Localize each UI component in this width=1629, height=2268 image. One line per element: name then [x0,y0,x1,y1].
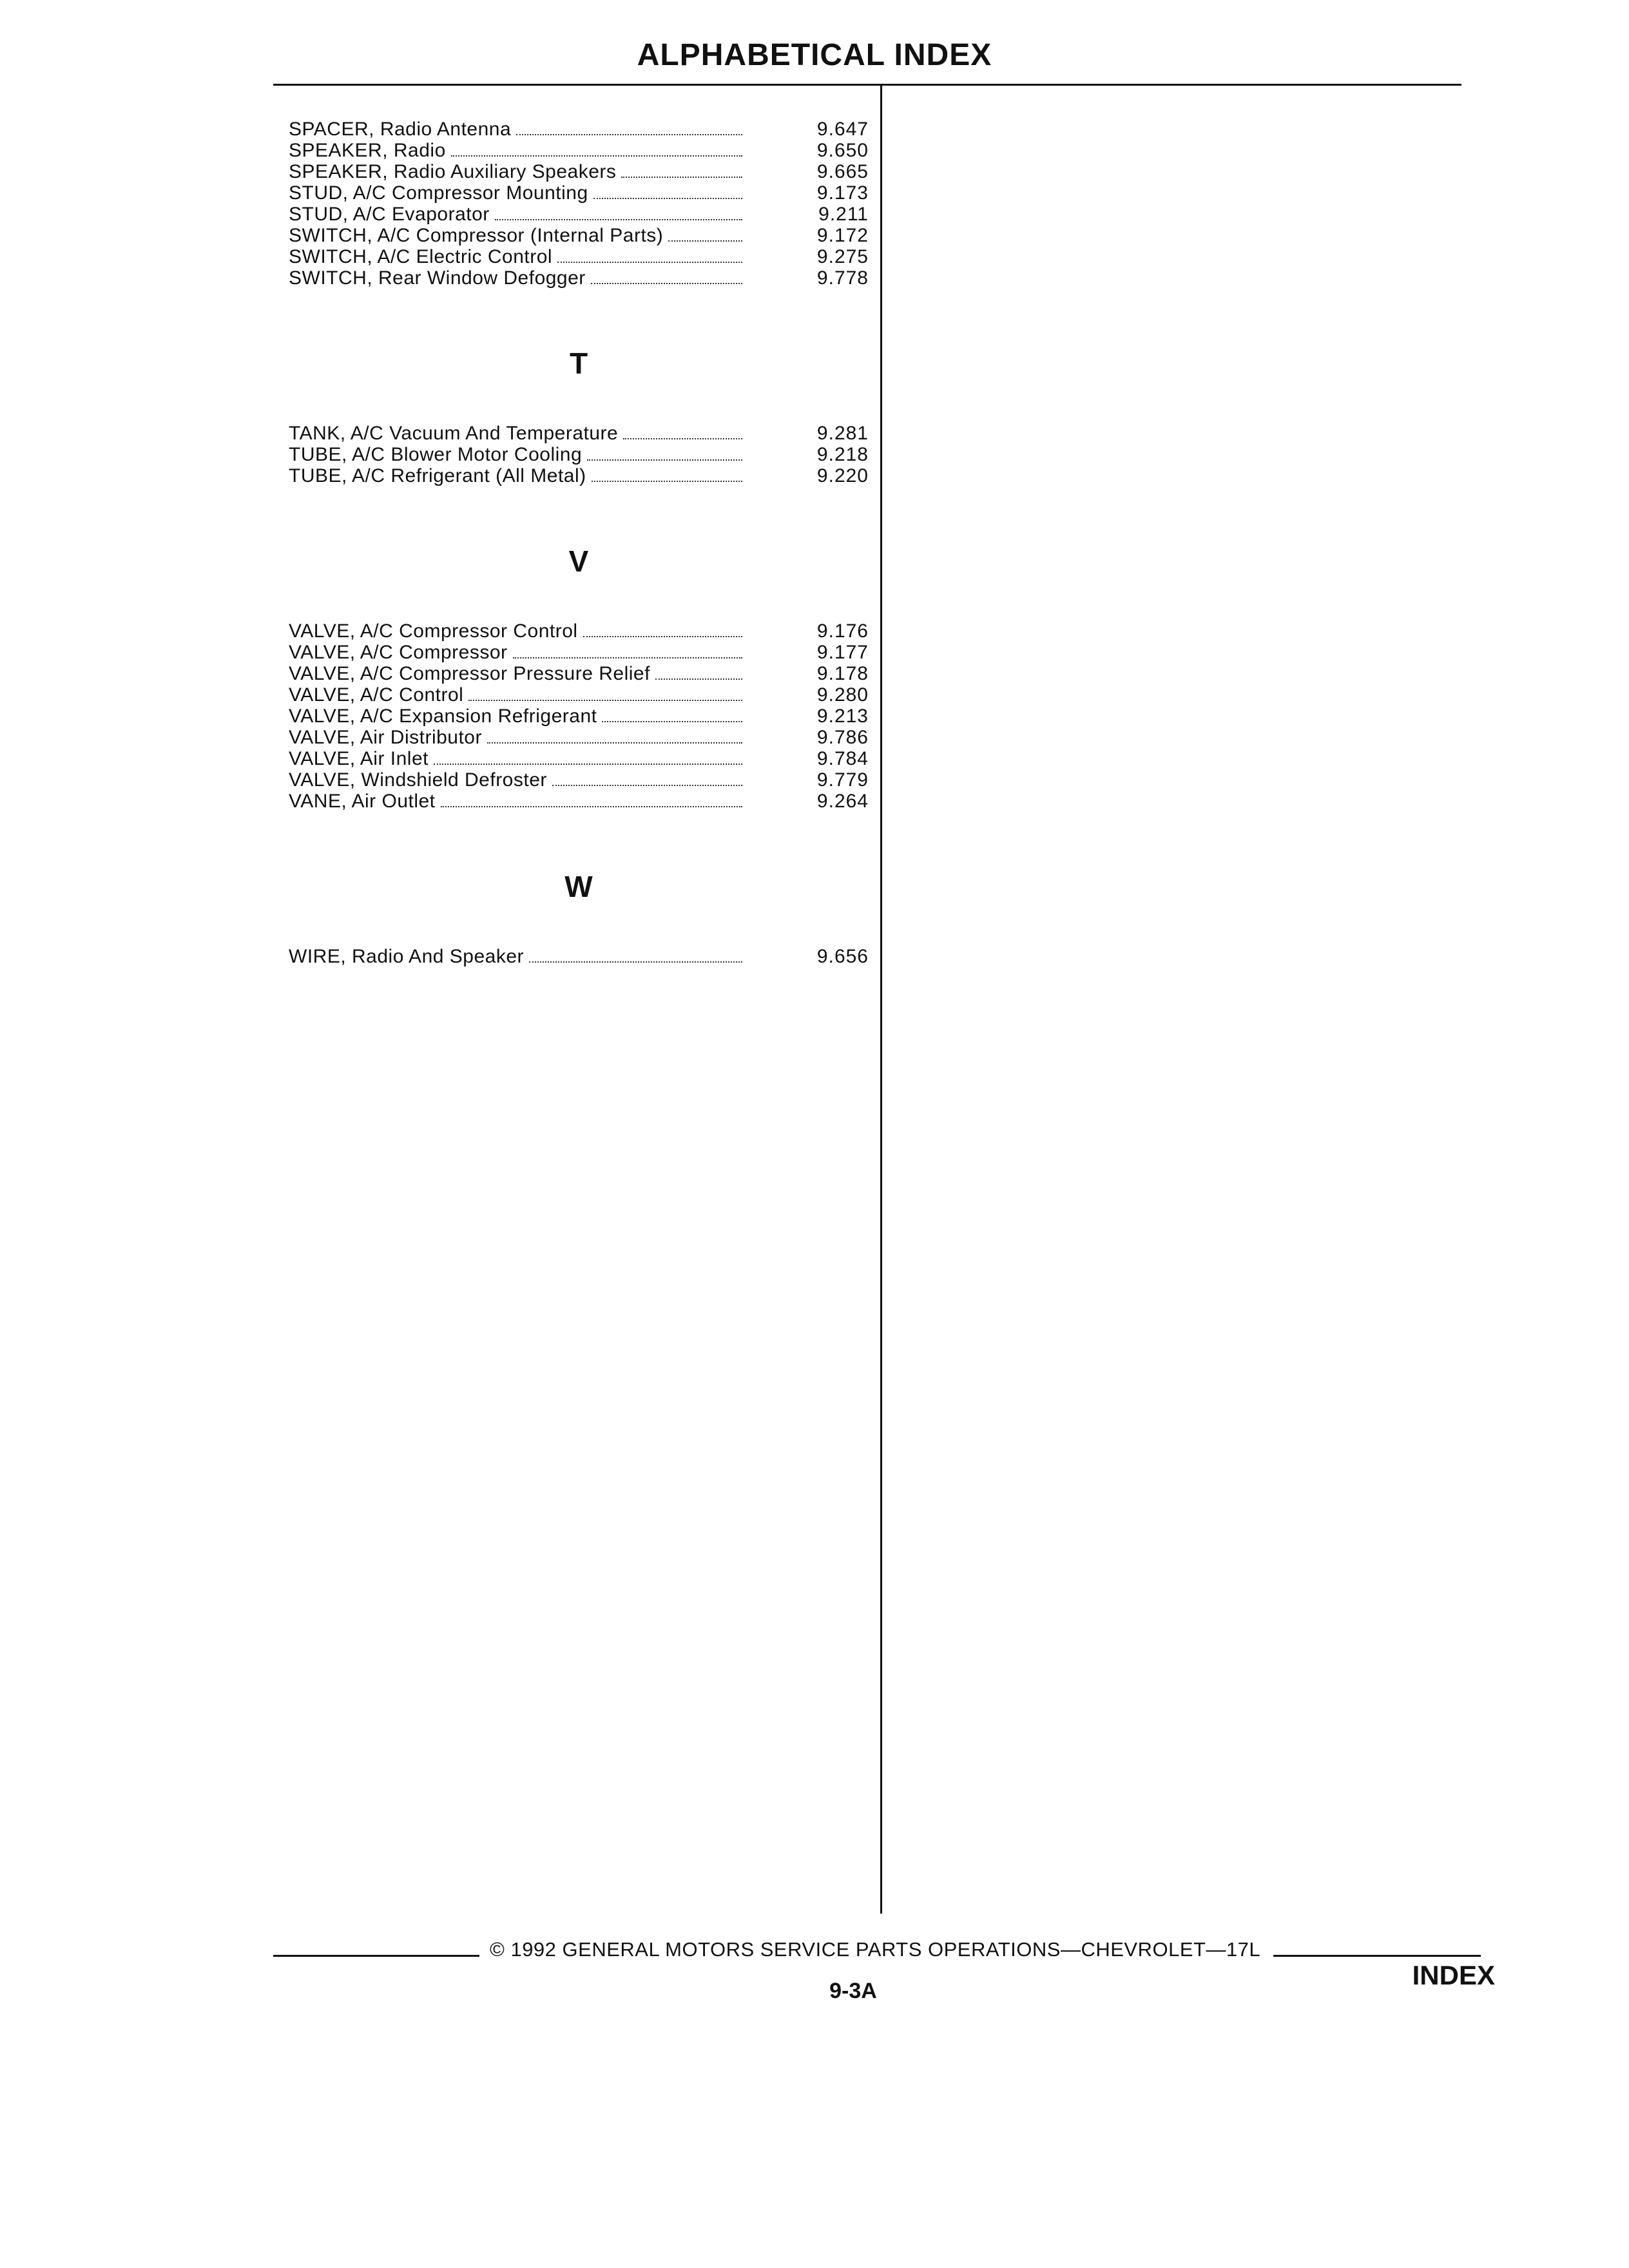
index-entry [289,225,869,246]
index-entry [289,748,869,769]
dot-leader [592,481,742,482]
footer-rule-left [273,1955,479,1957]
section-label: INDEX [1412,1960,1495,1990]
entry-ref: 9.665 [816,161,869,182]
dot-leader [513,657,742,658]
index-entry [289,465,869,486]
index-entry [289,769,869,791]
entry-ref: 9.218 [816,444,869,465]
index-entry [289,119,869,140]
index-section-v [289,620,869,812]
section-letter-w: W [564,870,593,903]
index-entry [289,727,869,748]
entry-name: SPEAKER, Radio [289,140,446,161]
dot-leader [552,785,742,786]
dot-leader [602,721,742,722]
entry-name: SPEAKER, Radio Auxiliary Speakers [289,161,617,182]
entry-ref: 9.656 [816,946,869,967]
entry-ref: 9.213 [816,706,869,727]
section-letter-t: T [569,347,588,380]
entry-ref: 9.264 [816,791,869,812]
entry-ref: 9.281 [816,423,869,444]
dot-leader [655,678,742,680]
entry-ref: 9.177 [816,642,869,663]
index-entry [289,140,869,161]
entry-name: TUBE, A/C Blower Motor Cooling [289,444,583,465]
column-divider [880,85,882,1914]
entry-ref: 9.784 [816,748,869,769]
dot-leader [593,198,742,199]
entry-ref: 9.650 [816,140,869,161]
entry-ref: 9.172 [816,225,869,246]
entry-name: STUD, A/C Evaporator [289,204,490,225]
dot-leader [441,806,742,807]
entry-name: STUD, A/C Compressor Mounting [289,182,588,204]
entry-name: VALVE, A/C Expansion Refrigerant [289,706,597,727]
title-divider [273,84,1461,86]
dot-leader [668,240,742,242]
entry-name: VALVE, A/C Compressor Control [289,620,578,642]
dot-leader [451,155,742,157]
page-number: 9-3A [829,1979,877,2003]
entry-name: VANE, Air Outlet [289,791,436,812]
index-section-s [289,119,869,289]
dot-leader [434,764,742,765]
dot-leader [591,283,742,284]
dot-leader [529,961,742,963]
page-title: ALPHABETICAL INDEX [637,38,992,72]
entry-name: VALVE, A/C Compressor Pressure Relief [289,663,650,684]
dot-leader [621,177,742,178]
dot-leader [623,438,742,439]
entry-ref: 9.779 [816,769,869,791]
entry-name: SWITCH, A/C Compressor (Internal Parts) [289,225,664,246]
entry-ref: 9.280 [816,684,869,706]
index-entry [289,246,869,267]
entry-ref: 9.778 [816,267,869,289]
dot-leader [487,742,742,744]
entry-ref: 9.275 [816,246,869,267]
entry-name: SWITCH, Rear Window Defogger [289,267,586,289]
entry-name: VALVE, Windshield Defroster [289,769,547,791]
entry-ref: 9.786 [816,727,869,748]
entry-name: VALVE, A/C Compressor [289,642,508,663]
entry-name: SWITCH, A/C Electric Control [289,246,553,267]
index-entry [289,161,869,182]
dot-leader [468,700,742,701]
dot-leader [495,219,742,220]
entry-name: SPACER, Radio Antenna [289,119,512,140]
index-entry [289,791,869,812]
index-entry [289,946,869,967]
entry-ref: 9.647 [816,119,869,140]
entry-ref: 9.178 [816,663,869,684]
index-entry [289,182,869,204]
section-letter-v: V [568,544,589,578]
dot-leader [557,262,742,263]
index-entry [289,204,869,225]
entry-name: TANK, A/C Vacuum And Temperature [289,423,619,444]
footer-rule-right [1273,1955,1481,1957]
index-section-t [289,423,869,486]
index-entry [289,444,869,465]
index-entry [289,423,869,444]
entry-name: VALVE, Air Inlet [289,748,429,769]
footer-copyright: © 1992 GENERAL MOTORS SERVICE PARTS OPERATIONS—CHEVROLET—17L [490,1938,1261,1961]
index-section-w [289,946,869,967]
dot-leader [587,459,742,461]
index-entry [289,642,869,663]
entry-name: VALVE, Air Distributor [289,727,482,748]
index-entry [289,663,869,684]
dot-leader [516,134,742,135]
index-column [289,119,869,967]
index-entry [289,706,869,727]
entry-ref: 9.173 [816,182,869,204]
dot-leader [583,636,742,637]
entry-ref: 9.211 [818,204,869,225]
entry-name: WIRE, Radio And Speaker [289,946,525,967]
entry-name: VALVE, A/C Control [289,684,464,706]
index-entry [289,267,869,289]
index-entry [289,684,869,706]
entry-name: TUBE, A/C Refrigerant (All Metal) [289,465,586,486]
entry-ref: 9.176 [816,620,869,642]
index-entry [289,620,869,642]
entry-ref: 9.220 [816,465,869,486]
